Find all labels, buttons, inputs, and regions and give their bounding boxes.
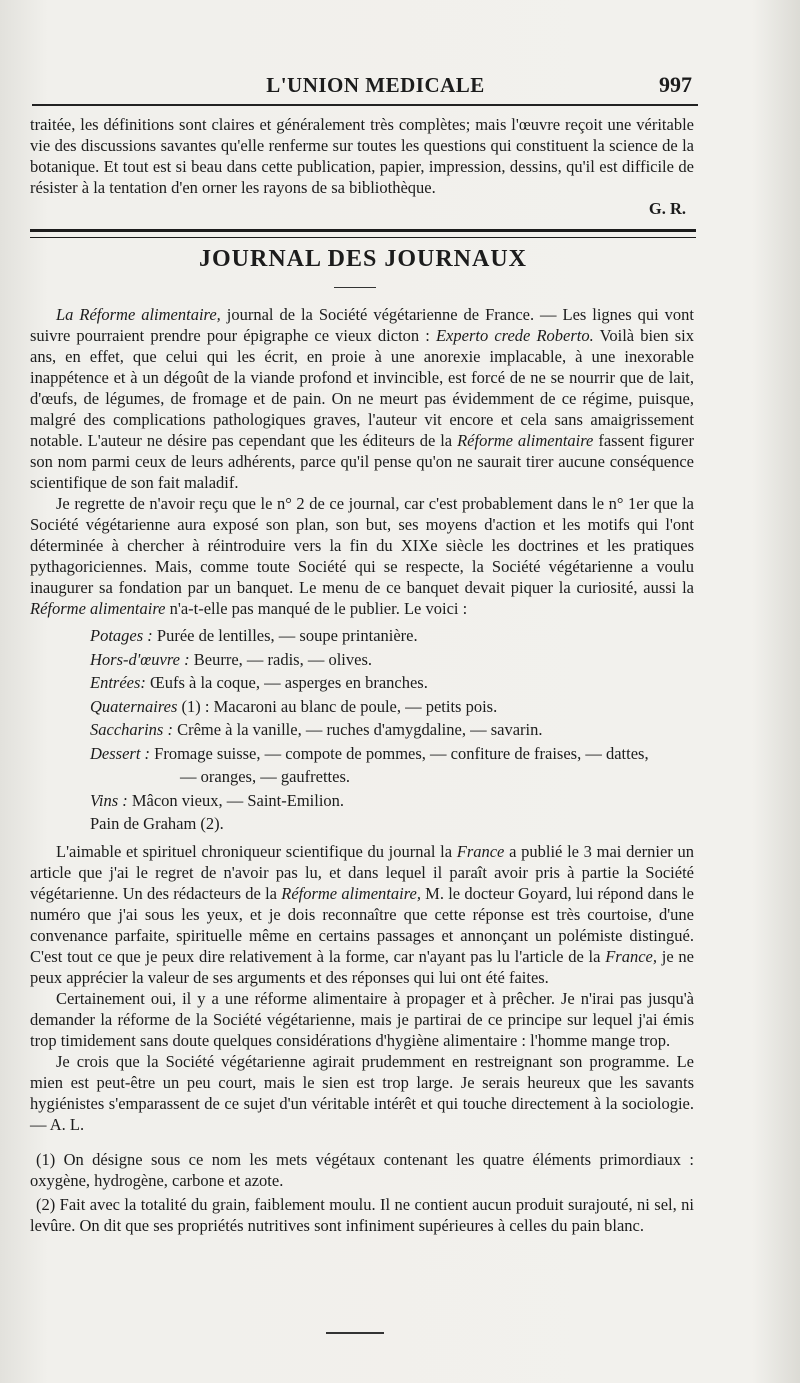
menu-course: Dessert : (90, 743, 151, 763)
text-run: n'a-t-elle pas manqué de le publier. Le voici : (165, 599, 468, 618)
menu-dishes: (1) : Macaroni au blanc de poule, — petits pois. (177, 696, 498, 716)
page-number: 997 (659, 72, 692, 97)
text-run: je ne peux apprécier la valeur de ses arguments et des réponses qui lui ont été faites. (30, 946, 694, 987)
menu-line (90, 743, 694, 767)
menu-line (90, 766, 694, 790)
review-paragraph: traitée, les définitions sont claires et généralement très complètes; mais l'œuvre reçoit une véritable vie des discussions savantes qu'elle renferme sur toutes les questions qui constituent la science de la botanique. Et tout est si beau dans cette publication, papier, impression, dessins, qu'il est difficile de résister à la tentation d'en orner les rayons de sa bibliothèque. (30, 115, 694, 197)
text-run: fassent figurer son nom parmi ceux de leurs adhérents, parce qu'il pense qu'on ne saurait tirer aucune conséquence scientifique de son fait maladif. (30, 431, 694, 492)
newspaper-name: France (456, 841, 505, 861)
article-paragraph-2 (30, 493, 694, 619)
menu-course: Quaternaires (90, 696, 178, 716)
menu-line (90, 649, 694, 673)
title-underline (334, 287, 376, 288)
journal-name: Réforme alimentaire (30, 599, 166, 618)
menu-course: Potages : (90, 626, 153, 645)
article-body (30, 304, 694, 1236)
menu-line (90, 672, 694, 696)
menu-dishes: Beurre, — radis, — olives. (189, 649, 373, 669)
menu-dishes: Crême à la vanille, — ruches d'amygdaline, — savarin. (172, 720, 543, 739)
article-paragraph-4: Certainement oui, il y a une réforme alimentaire à propager et à prêcher. Je n'irai pas jusqu'à demander la réforme de la Société végétarienne, mais je partirai de ce principe sur lequel j'ai émis trop timidement sans doute quelques considérations d'hygiène alimentaire : l'homme mange trop. (30, 988, 694, 1050)
journal-name: Réforme alimentaire, (281, 883, 421, 903)
section-title: JOURNAL DES JOURNAUX (198, 246, 528, 272)
menu-course: Saccharins : (90, 720, 173, 739)
review-signature: G. R. (648, 199, 686, 218)
menu-dishes: Œufs à la coque, — asperges en branches. (145, 673, 428, 692)
running-title: L'UNION MEDICALE (266, 72, 485, 97)
menu-course: Entrées: (90, 673, 146, 692)
text-run: L'aimable et spirituel chroniqueur scientifique du journal la (56, 841, 457, 861)
text-run: M. le docteur Goyard, lui répond dans le numéro que j'ai sous les yeux, et je dois reconnaître que cette réponse est très courtoise, d'une convenance parfaite, spirituelle même en certains passages et annonçant un polémiste distingué. C'est tout ce que je peux dire relativement à la forme, car n'ayant pas lu l'article de la (30, 883, 694, 966)
article-paragraph-1 (30, 304, 694, 493)
menu-line (90, 813, 694, 837)
journal-name: Réforme alimentaire (457, 431, 594, 450)
menu-dishes: Pain de Graham (2). (90, 814, 224, 833)
motto: Experto crede Roberto. (435, 326, 594, 345)
article-paragraph-5: Je crois que la Société végétarienne agirait prudemment en restreignant son programme. Le mien est peut-être un peu court, mais le sien est trop large. Je serais heureux que les savants hygiénistes s'emparassent de ce sujet d'un véritable intérêt et qui touche directement à la sociologie. — A. L. (30, 1051, 694, 1134)
menu-line (90, 719, 694, 743)
article-paragraph-3 (30, 841, 694, 988)
menu-dishes: Mâcon vieux, — Saint-Emilion. (127, 790, 345, 810)
journal-name: La Réforme alimentaire, (56, 305, 221, 324)
footnote-1: (1) On désigne sous ce nom les mets végétaux contenant les quatre éléments primordiaux : oxygène, hydrogène, carbone et azote. (30, 1149, 694, 1190)
menu-line (90, 625, 694, 649)
preceding-review (30, 114, 694, 219)
menu-line (90, 790, 694, 814)
page-header (32, 72, 692, 98)
menu-dishes: Fromage suisse, — compote de pommes, — confiture de fraises, — dattes, (150, 743, 649, 763)
menu-course: Vins : (90, 790, 128, 810)
text-run: a publié le 3 mai dernier un article que j'ai le regret de n'avoir pas lu, et dans lequel il paraît avoir pris à partie la Société végétarienne. Un des rédacteurs de la (30, 841, 694, 903)
footnote-2: (2) Fait avec la totalité du grain, faiblement moulu. Il ne contient aucun produit surajouté, ni sel, ni levûre. On dit que ses propriétés nutritives sont infiniment supérieures à celles du pain blanc. (30, 1194, 694, 1235)
section-divider (30, 229, 696, 238)
menu-course: Hors-d'œuvre : (90, 649, 190, 669)
text-run: Je regrette de n'avoir reçu que le n° 2 de ce journal, car c'est probablement dans le n° 1er que la Société végétarienne aura exposé son plan, son but, ses moyens d'action et les motifs qui l'ont déterminée à chercher à réintroduire vers la fin du XIXe siècle les doctrines et les pratiques pythagoriciennes. Mais, comme toute Société qui se respecte, la Société végétarienne a voulu inaugurer sa fondation par un banquet. Le menu de ce banquet devait piquer la curiosité, aussi la (30, 494, 694, 597)
text-run: journal de la Société végétarienne de France. — Les lignes qui vont suivre pourraient prendre pour épigraphe ce vieux dicton : (30, 305, 694, 345)
text-run: Voilà bien six ans, en effet, que celui qui les écrit, en proie à une anorexie implacable, à une inexorable inappétence et à un dégoût de la viande profond et invincible, est forcé de ne se nourrir que de lait, d'œufs, de légumes, de fromage et de pain. On ne meurt pas évidemment de ce régime, puisque, malgré des complications pathologiques graves, l'auteur vit encore et cela sans amaigrissement notable. L'auteur ne désire pas cependant que les éditeurs de la (30, 326, 694, 450)
footnotes (30, 1149, 694, 1236)
menu-line (90, 696, 694, 720)
banquet-menu (30, 625, 694, 837)
menu-dishes: — oranges, — gaufrettes. (180, 767, 350, 786)
menu-dishes: Purée de lentilles, — soupe printanière. (152, 626, 418, 645)
header-rule (32, 104, 698, 106)
end-rule (326, 1332, 384, 1334)
newspaper-name: France, (605, 946, 657, 966)
